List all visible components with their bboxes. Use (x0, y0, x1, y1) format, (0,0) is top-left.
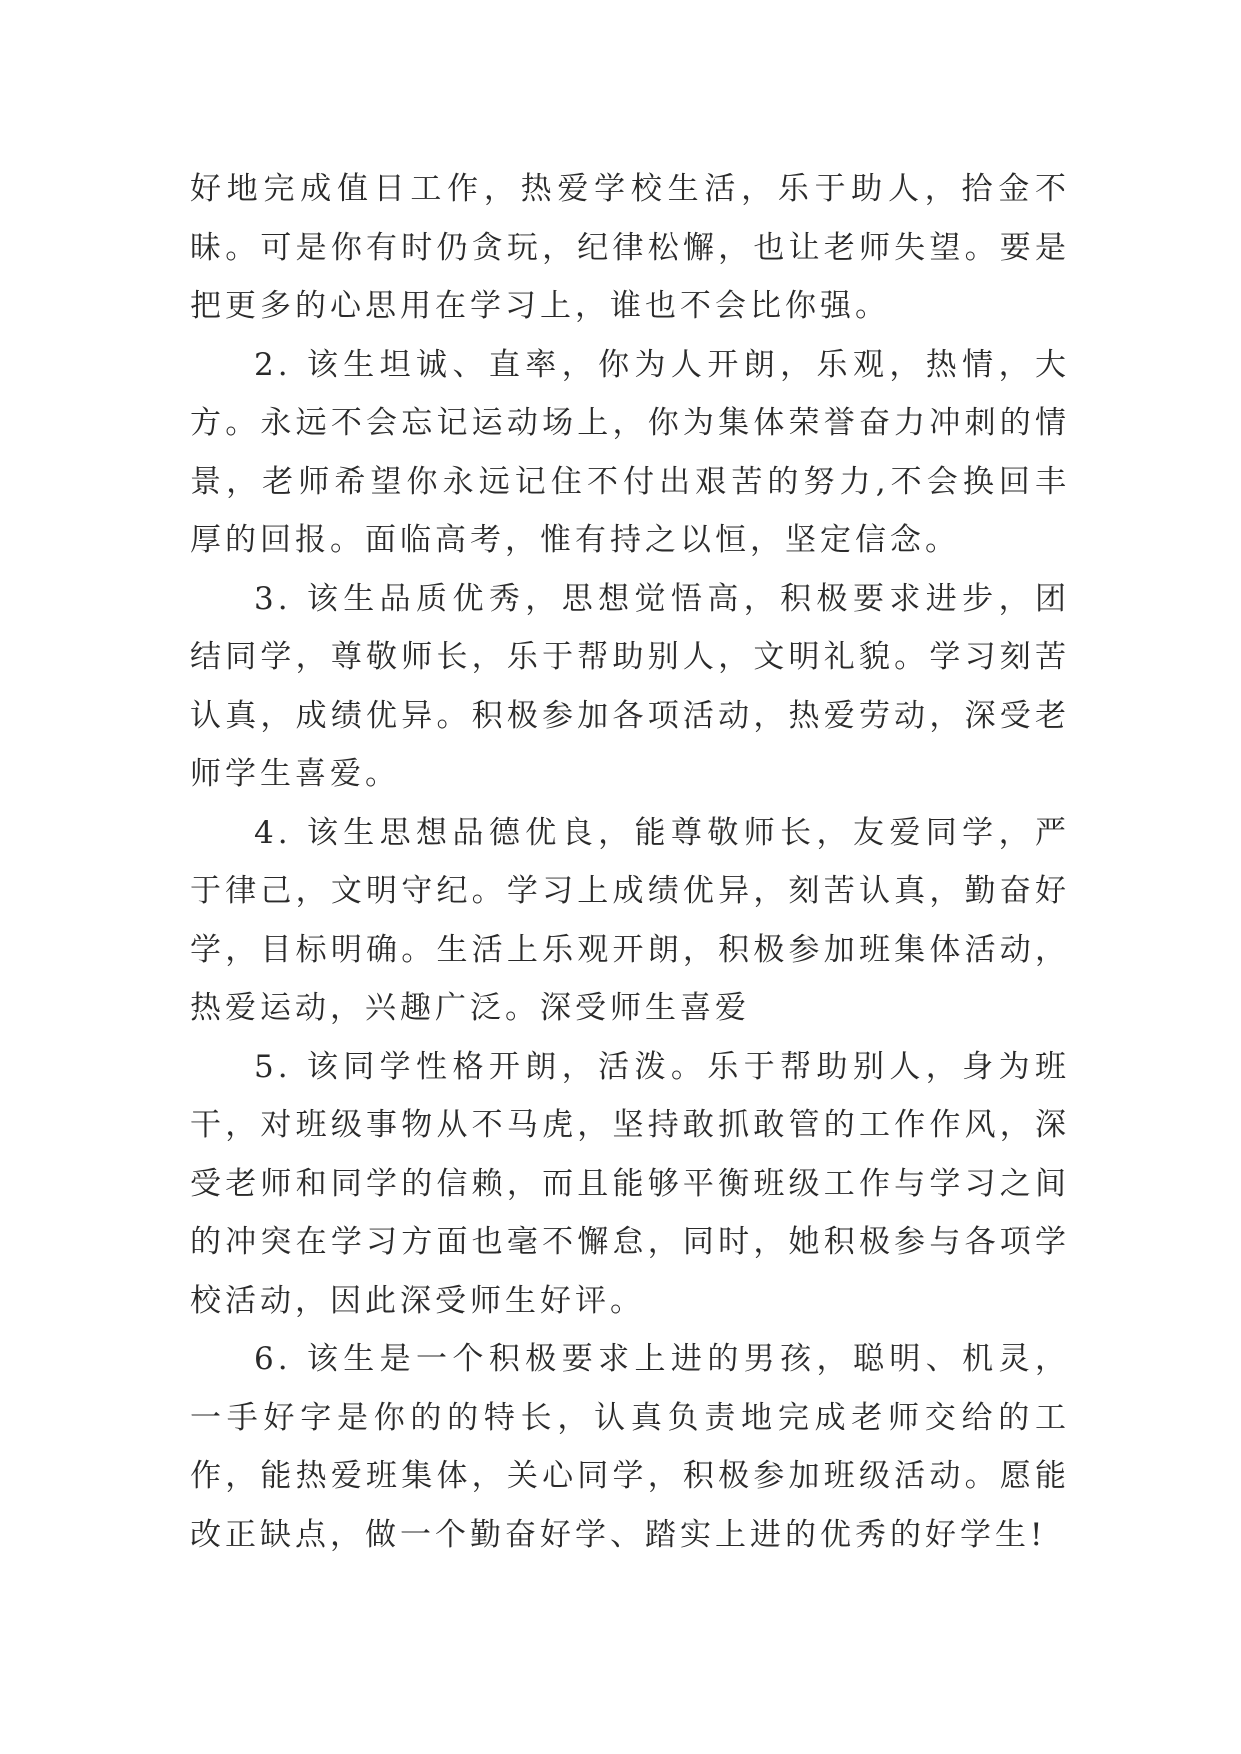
paragraph-continuation: 好地完成值日工作，热爱学校生活，乐于助人，拾金不昧。可是你有时仍贪玩，纪律松懈，也让老师失望。要是把更多的心思用在学习上，谁也不会比你强。 (190, 171, 1070, 324)
paragraph-comment-2: 2. 该生坦诚、直率，你为人开朗，乐观，热情，大方。永远不会忘记运动场上，你为集体荣誉奋力冲刺的情景，老师希望你永远记住不付出艰苦的努力,不会换回丰厚的回报。面临高考，惟有持之以恒，坚定信念。 (190, 346, 1070, 558)
paragraph-comment-6: 6. 该生是一个积极要求上进的男孩，聪明、机灵，一手好字是你的的特长，认真负责地完成老师交给的工作，能热爱班集体，关心同学，积极参加班级活动。愿能改正缺点，做一个勤奋好学、踏实上进的优秀的好学生! (190, 1341, 1070, 1553)
paragraph-comment-4: 4. 该生思想品德优良，能尊敬师长，友爱同学，严于律己，文明守纪。学习上成绩优异，刻苦认真，勤奋好学，目标明确。生活上乐观开朗，积极参加班集体活动，热爱运动，兴趣广泛。深受师生喜爱 (190, 814, 1070, 1026)
paragraph-comment-5: 5. 该同学性格开朗，活泼。乐于帮助别人，身为班干，对班级事物从不马虎，坚持敢抓敢管的工作作风，深受老师和同学的信赖，而且能够平衡班级工作与学习之间的冲突在学习方面也毫不懈怠，同时，她积极参与各项学校活动，因此深受师生好评。 (190, 1048, 1070, 1319)
document-body (190, 160, 1070, 1564)
paragraph-comment-3: 3. 该生品质优秀，思想觉悟高，积极要求进步，团结同学，尊敬师长，乐于帮助别人，文明礼貌。学习刻苦认真，成绩优异。积极参加各项活动，热爱劳动，深受老师学生喜爱。 (190, 580, 1070, 792)
